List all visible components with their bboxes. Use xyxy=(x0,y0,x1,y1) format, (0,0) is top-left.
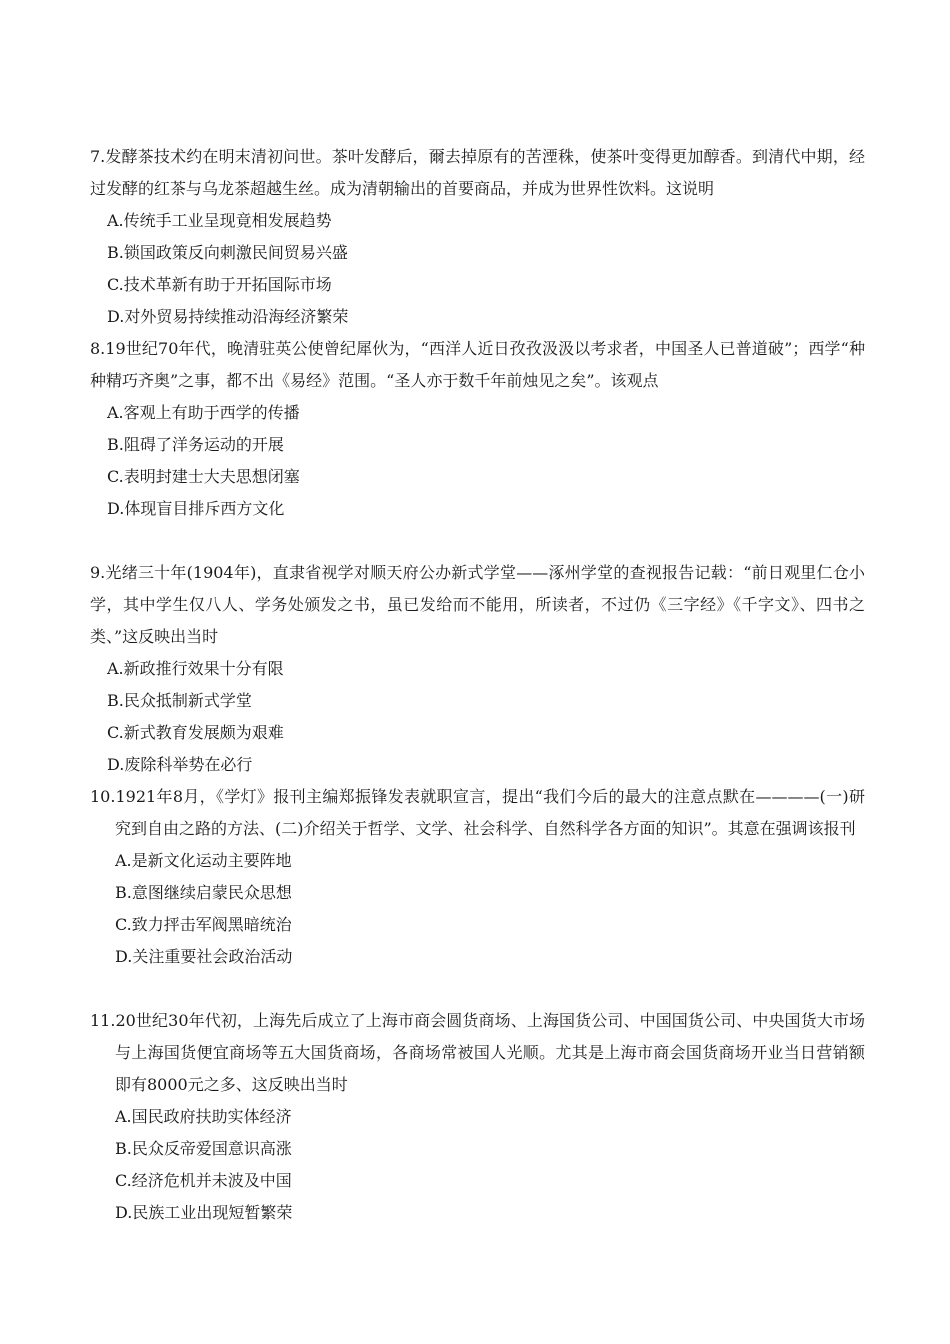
question-7 xyxy=(90,141,865,333)
question-8 xyxy=(90,333,865,525)
question-10 xyxy=(90,781,865,973)
question-number: 11. xyxy=(90,1011,116,1030)
option-a: A.新政推行效果十分有限 xyxy=(107,659,284,678)
question-text: 20世纪30年代初，上海先后成立了上海市商会圆货商场、上海国货公司、中国国货公司、中央国货大市场与上海国货便宜商场等五大国货商场，各商场常被国人光顺。尤其是上海市商会国货商场开业当日营销额即有8000元之多、这反映出当时 xyxy=(115,1011,865,1094)
option-a: A.是新文化运动主要阵地 xyxy=(115,851,292,870)
option-d: D.废除科举势在必行 xyxy=(107,755,253,774)
option-b: B.意图继续启蒙民众思想 xyxy=(115,883,292,902)
question-10-stem xyxy=(90,781,865,845)
question-number: 7. xyxy=(90,147,106,166)
option-list xyxy=(90,845,865,973)
option-d: D.关注重要社会政治活动 xyxy=(115,947,293,966)
option-b: B.民众抵制新式学堂 xyxy=(107,691,252,710)
option-c: C.表明封建士大夫思想闭塞 xyxy=(107,467,300,486)
option-c: C.经济危机并未波及中国 xyxy=(115,1171,292,1190)
option-d: D.体现盲目排斥西方文化 xyxy=(107,499,285,518)
option-a: A.传统手工业呈现竟相发展趋势 xyxy=(107,211,332,230)
option-c: C.技术革新有助于开拓国际市场 xyxy=(107,275,332,294)
question-11-stem xyxy=(90,1005,865,1101)
option-d: D.民族工业出现短暂繁荣 xyxy=(115,1203,293,1222)
question-text: 发酵茶技术约在明末清初问世。茶叶发酵后，爾去掉原有的苦湮秼，使茶叶变得更加醇香。到清代中期，经过发酵的红茶与乌龙茶超越生丝。成为清朝输出的首要商品，并成为世界性饮料。这说明 xyxy=(90,147,865,198)
question-number: 10. xyxy=(90,787,116,806)
option-a: A.国民政府扶助实体经济 xyxy=(115,1107,292,1126)
question-7-stem xyxy=(90,141,865,205)
option-a: A.客观上有助于西学的传播 xyxy=(107,403,300,422)
option-b: B.民众反帝爱国意识高涨 xyxy=(115,1139,292,1158)
question-number: 8. xyxy=(90,339,106,358)
question-text: 1921年8月，《学灯》报刊主编郑振锋发表就职宣言，提出“我们今后的最大的注意点默在————(一)研究到自由之路的方法、(二)介绍关于哲学、文学、社会科学、自然科学各方面的知识”。其意在强调该报刊 xyxy=(115,787,865,838)
question-8-stem xyxy=(90,333,865,397)
option-b: B.阻碍了洋务运动的开展 xyxy=(107,435,284,454)
option-c: C.致力抨击军阀黑暗统治 xyxy=(115,915,292,934)
option-b: B.锁国政策反向刺激民间贸易兴盛 xyxy=(107,243,348,262)
question-text: 19世纪70年代，晚清驻英公使曾纪犀伙为，“西洋人近日孜孜汲汲以考求者，中国圣人已普道破”；西学“种种精巧齐奥”之事，都不出《易经》范围。“圣人亦于数千年前烛见之矣”。该观点 xyxy=(90,339,865,390)
question-number: 9. xyxy=(90,563,106,582)
question-11 xyxy=(90,1005,865,1229)
question-9-stem xyxy=(90,557,865,653)
option-list xyxy=(90,653,865,781)
option-list xyxy=(90,1101,865,1229)
question-text: 光绪三十年(1904年)，直隶省视学对顺天府公办新式学堂——涿州学堂的查视报告记载：“前日观里仁仓小学，其中学生仅八人、学务处颁发之书，虽已发给而不能用，所读者，不过仍《三字经》《千字文》、四书之类、”这反映出当时 xyxy=(90,563,865,646)
question-9 xyxy=(90,557,865,781)
option-list xyxy=(90,205,865,333)
option-c: C.新式教育发展颇为艰难 xyxy=(107,723,284,742)
option-d: D.对外贸易持续推动沿海经济繁荣 xyxy=(107,307,349,326)
option-list xyxy=(90,397,865,525)
